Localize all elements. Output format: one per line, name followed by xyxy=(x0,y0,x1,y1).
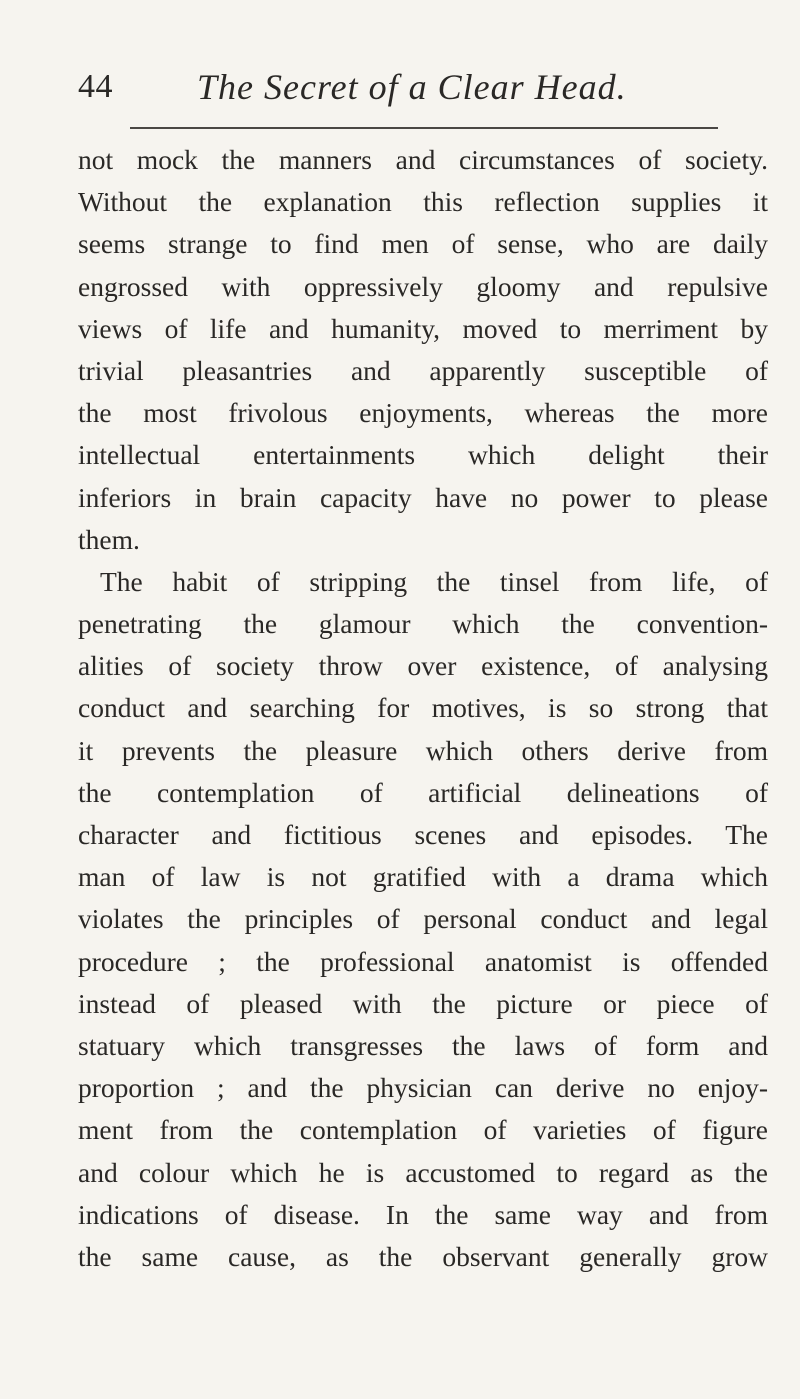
page-number: 44 xyxy=(78,68,113,105)
text-line: seems strange to find men of sense, who are daily xyxy=(78,228,768,260)
text-line: engrossed with oppressively gloomy and repulsive xyxy=(78,270,768,302)
text-line: it prevents the pleasure which others derive from xyxy=(78,734,768,766)
text-line: instead of pleased with the picture or piece of xyxy=(78,987,768,1019)
text-line: man of law is not gratified with a drama which xyxy=(78,861,768,893)
header-rule xyxy=(130,127,718,129)
text-line: the same cause, as the observant generally grow xyxy=(78,1240,768,1272)
running-title: The Secret of a Clear Head. xyxy=(197,67,627,107)
text-line: Without the explanation this reflection supplies it xyxy=(78,186,768,218)
text-line: not mock the manners and circumstances of society. xyxy=(78,144,768,175)
text-line: indications of disease. In the same way and from xyxy=(78,1198,768,1230)
text-line: procedure ; the professional anatomist is offended xyxy=(78,945,768,977)
text-line: and colour which he is accustomed to regard as the xyxy=(78,1156,768,1188)
text-line: character and fictitious scenes and episodes. The xyxy=(78,819,768,850)
text-line: penetrating the glamour which the convention- xyxy=(78,608,768,640)
text-line: trivial pleasantries and apparently susceptible of xyxy=(78,354,768,386)
text-line: statuary which transgresses the laws of form and xyxy=(78,1029,768,1061)
body-text xyxy=(78,139,768,1278)
text-line: them. xyxy=(78,523,140,555)
text-line: ment from the contemplation of varieties of figure xyxy=(78,1114,768,1146)
page-header xyxy=(78,62,728,112)
text-line: views of life and humanity, moved to merriment by xyxy=(78,312,768,344)
text-line: The habit of stripping the tinsel from life, of xyxy=(100,565,768,597)
text-line: inferiors in brain capacity have no power to please xyxy=(78,481,768,513)
text-line: conduct and searching for motives, is so strong that xyxy=(78,692,768,724)
text-line: the contemplation of artificial delineations of xyxy=(78,776,768,808)
text-line: proportion ; and the physician can derive no enjoy- xyxy=(78,1072,768,1104)
text-line: the most frivolous enjoyments, whereas the more xyxy=(78,397,768,429)
text-line: violates the principles of personal conduct and legal xyxy=(78,903,768,935)
text-line: alities of society throw over existence, of analysing xyxy=(78,650,768,682)
text-line: intellectual entertainments which delight their xyxy=(78,439,768,471)
